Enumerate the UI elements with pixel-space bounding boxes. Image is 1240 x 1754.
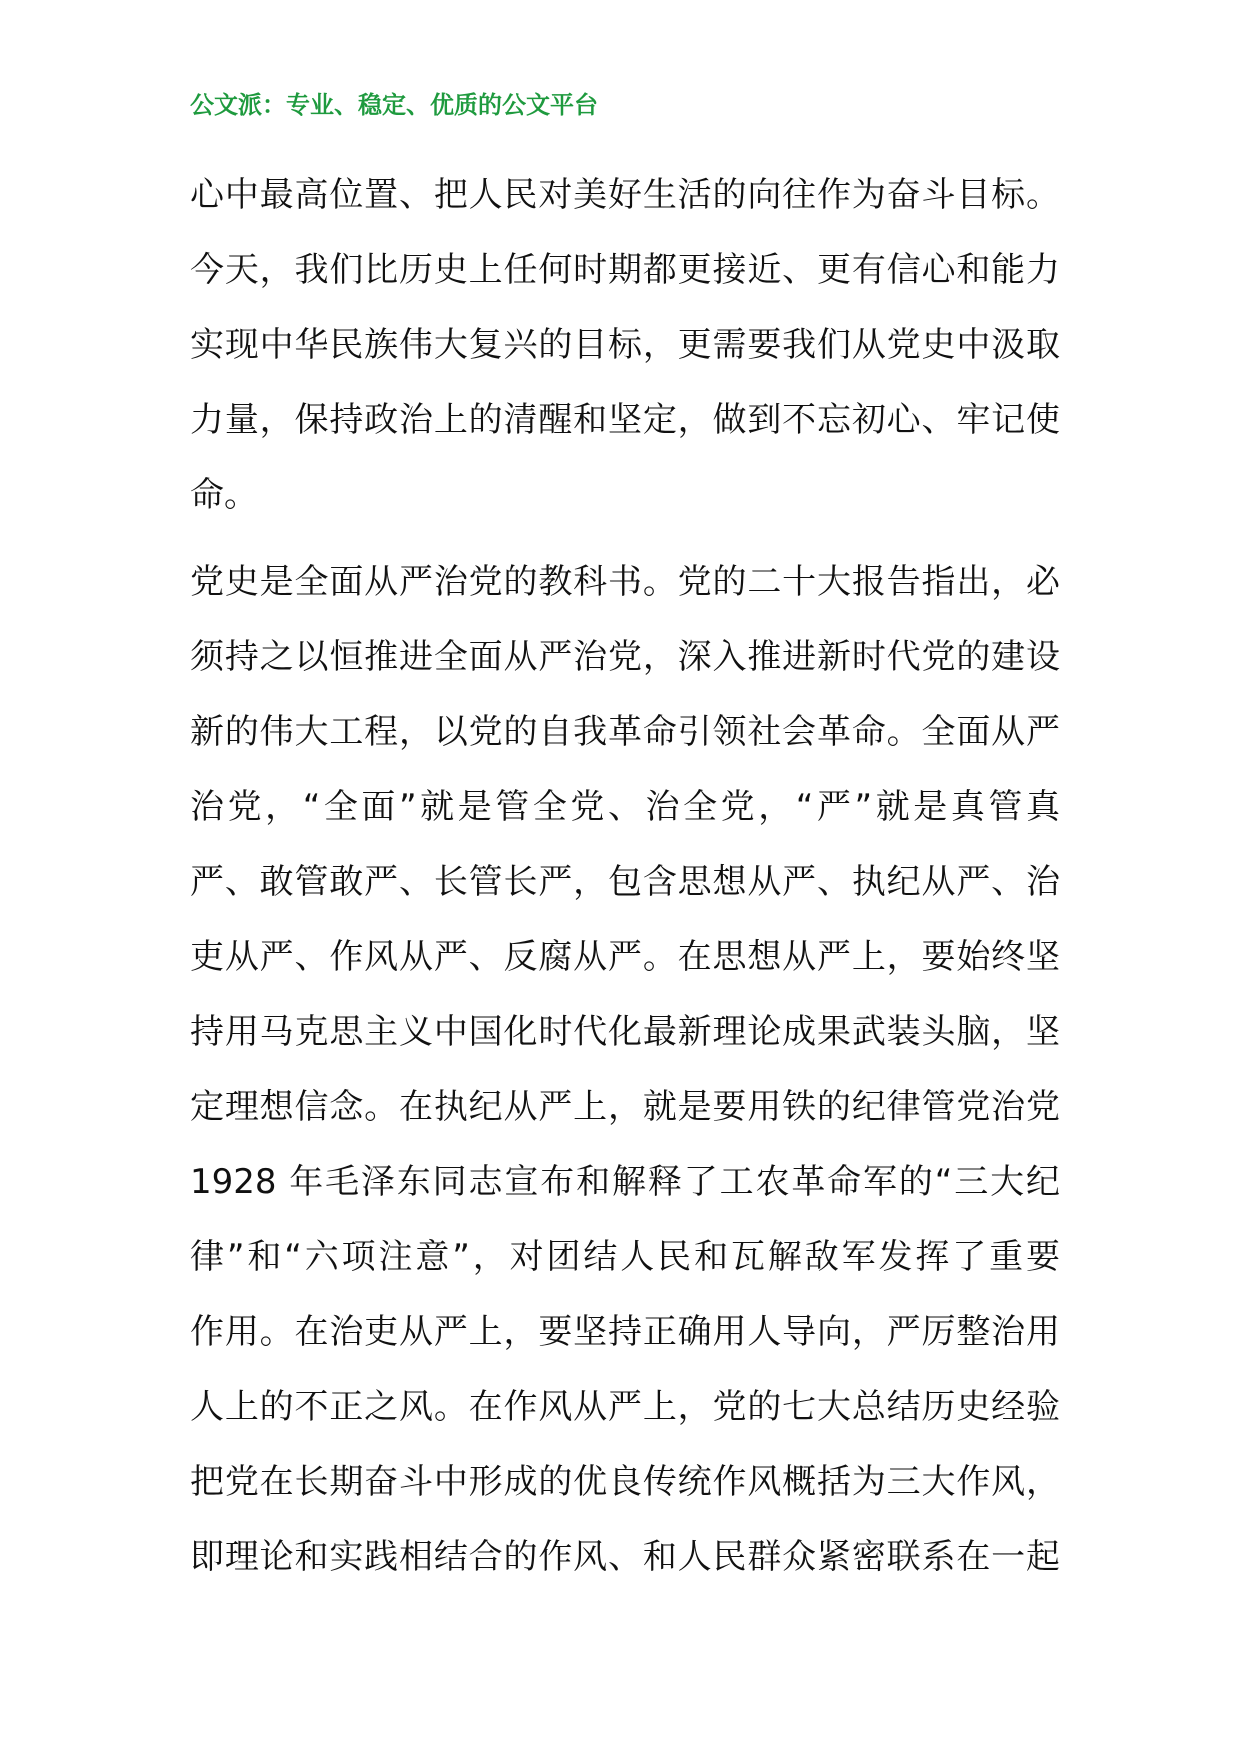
paragraph-line: 今天，我们比历史上任何时期都更接近、更有信心和能力	[190, 250, 1060, 290]
paragraph-line: 心中最高位置、把人民对美好生活的向往作为奋斗目标。	[190, 175, 1060, 215]
paragraph-1	[190, 158, 1060, 533]
paragraph-line: 新的伟大工程，以党的自我革命引领社会革命。全面从严	[190, 712, 1060, 752]
paragraph-line: 党史是全面从严治党的教科书。党的二十大报告指出，必	[190, 562, 1060, 602]
paragraph-2	[190, 545, 1060, 1595]
paragraph-line: 作用。在治吏从严上，要坚持正确用人导向，严厉整治用	[190, 1312, 1060, 1352]
paragraph-line: 命。	[190, 475, 258, 515]
paragraph-line: 实现中华民族伟大复兴的目标，更需要我们从党史中汲取	[190, 325, 1060, 365]
paragraph-line: 力量，保持政治上的清醒和坚定，做到不忘初心、牢记使	[190, 400, 1060, 440]
paragraph-line: 吏从严、作风从严、反腐从严。在思想从严上，要始终坚	[190, 937, 1060, 977]
paragraph-line: 1928 年毛泽东同志宣布和解释了工农革命军的“三大纪	[190, 1162, 1060, 1202]
paragraph-line: 须持之以恒推进全面从严治党，深入推进新时代党的建设	[190, 637, 1060, 677]
paragraph-line: 定理想信念。在执纪从严上，就是要用铁的纪律管党治党	[190, 1087, 1060, 1127]
page-header: 公文派：专业、稳定、优质的公文平台	[190, 90, 598, 119]
paragraph-line: 把党在长期奋斗中形成的优良传统作风概括为三大作风，	[190, 1462, 1060, 1502]
paragraph-line: 严、敢管敢严、长管长严，包含思想从严、执纪从严、治	[190, 862, 1060, 902]
paragraph-line: 持用马克思主义中国化时代化最新理论成果武装头脑，坚	[190, 1012, 1060, 1052]
paragraph-line: 人上的不正之风。在作风从严上，党的七大总结历史经验	[190, 1387, 1060, 1427]
paragraph-line: 治党，“全面”就是管全党、治全党，“严”就是真管真	[190, 787, 1060, 827]
paragraph-line: 律”和“六项注意”，对团结人民和瓦解敌军发挥了重要	[190, 1237, 1060, 1277]
paragraph-line: 即理论和实践相结合的作风、和人民群众紧密联系在一起	[190, 1537, 1060, 1577]
